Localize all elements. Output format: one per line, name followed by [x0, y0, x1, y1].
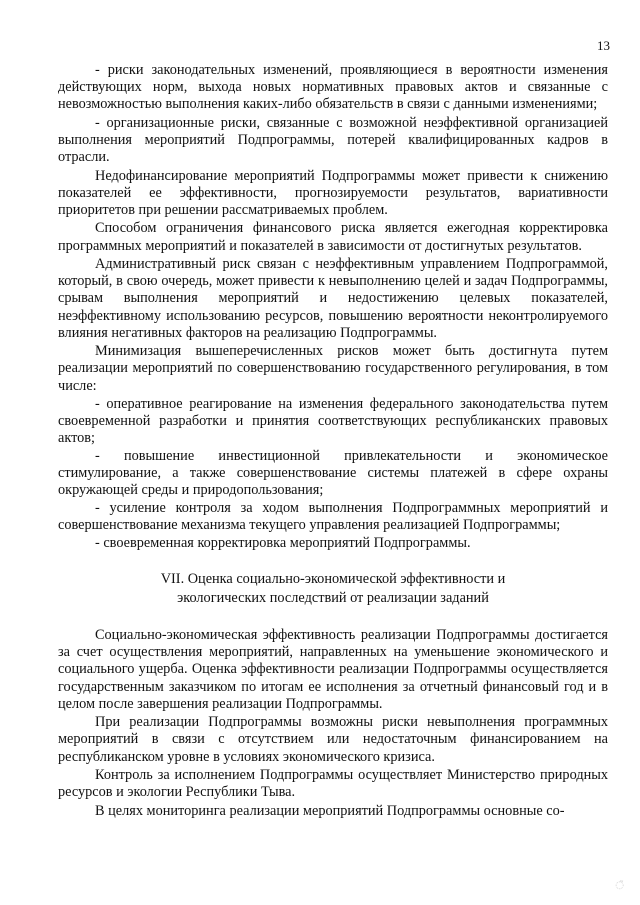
section-heading-line-2: экологических последствий от реализации заданий	[177, 589, 489, 606]
paragraph-control-ministry: Контроль за исполнением Подпрограммы осуществляет Министерство природных ресурсов и экологии Республики Тыва.	[58, 766, 608, 801]
paragraph-funding-risks: При реализации Подпрограммы возможны риски невыполнения программных мероприятий в связи с отсутствием или недостаточным финансированием на республиканском уровне в условиях экономического кризиса.	[58, 714, 608, 765]
document-body	[58, 62, 608, 821]
paragraph-efficiency: Социально-экономическая эффективность реализации Подпрограммы достигается за счет осуществления мероприятий, направленных на уменьшение экономического и социального ущерба. Оценка эффективности реализации Подпрограммы осуществляется государственным заказчиком по итогам ее исполнения за отчетный финансовый год и в целом после завершения реализации Подпрограммы.	[58, 626, 608, 712]
list-item-control: - усиление контроля за ходом выполнения Подпрограммных мероприятий и совершенствование механизма текущего управления реализацией Подпрограммы;	[58, 499, 608, 534]
paragraph-administrative-risk: Административный риск связан с неэффективным управлением Подпрограммой, который, в свою очередь, может привести к невыполнению целей и задач Подпрограммы, срывам выполнения мероприятий и недостижению целевых показателей, неэффективному использованию ресурсов, повышению вероятности неконтролируемого влияния негативных факторов на реализацию Подпрограммы.	[58, 255, 608, 341]
paragraph-risk-minimization: Минимизация вышеперечисленных рисков может быть достигнута путем реализации мероприятий по совершенствованию государственного регулирования, в том числе:	[58, 343, 608, 394]
list-item-legislation-response: - оперативное реагирование на изменения федерального законодательства путем своевременной разработки и принятия соответствующих республиканских правовых актов;	[58, 395, 608, 447]
section-heading-line-1: VII. Оценка социально-экономической эффективности и	[160, 570, 506, 587]
page-number: 13	[597, 38, 610, 53]
paragraph-monitoring: В целях мониторинга реализации мероприятий Подпрограммы основные со-	[95, 802, 565, 819]
section-heading	[58, 570, 608, 608]
paragraph-underfunding: Недофинансирование мероприятий Подпрограммы может привести к снижению показателей ее эффективности, прогнозируемости результатов, вариативности приоритетов при решении рассматриваемых проблем.	[58, 167, 608, 218]
corner-mark: ◌̃	[615, 880, 624, 891]
paragraph-organizational-risks: - организационные риски, связанные с возможной неэффективной организацией выполнения мероприятий Подпрограммы, потерей квалифицированных кадров в отрасли.	[58, 114, 608, 166]
list-item-investment: - повышение инвестиционной привлекательности и экономическое стимулирование, а также совершенствование системы платежей в сфере охраны окружающей среды и природопользования;	[58, 447, 608, 499]
list-item-adjustment: - своевременная корректировка мероприятий Подпрограммы.	[95, 534, 471, 551]
paragraph-legislative-risks: - риски законодательных изменений, проявляющиеся в вероятности изменения действующих норм, выхода новых нормативных правовых актов и связанные с невозможностью выполнения каких-либо обязательств в связи с данными изменениями;	[58, 62, 608, 113]
paragraph-financial-risk: Способом ограничения финансового риска является ежегодная корректировка программных мероприятий и показателей в зависимости от достигнутых результатов.	[58, 220, 608, 254]
